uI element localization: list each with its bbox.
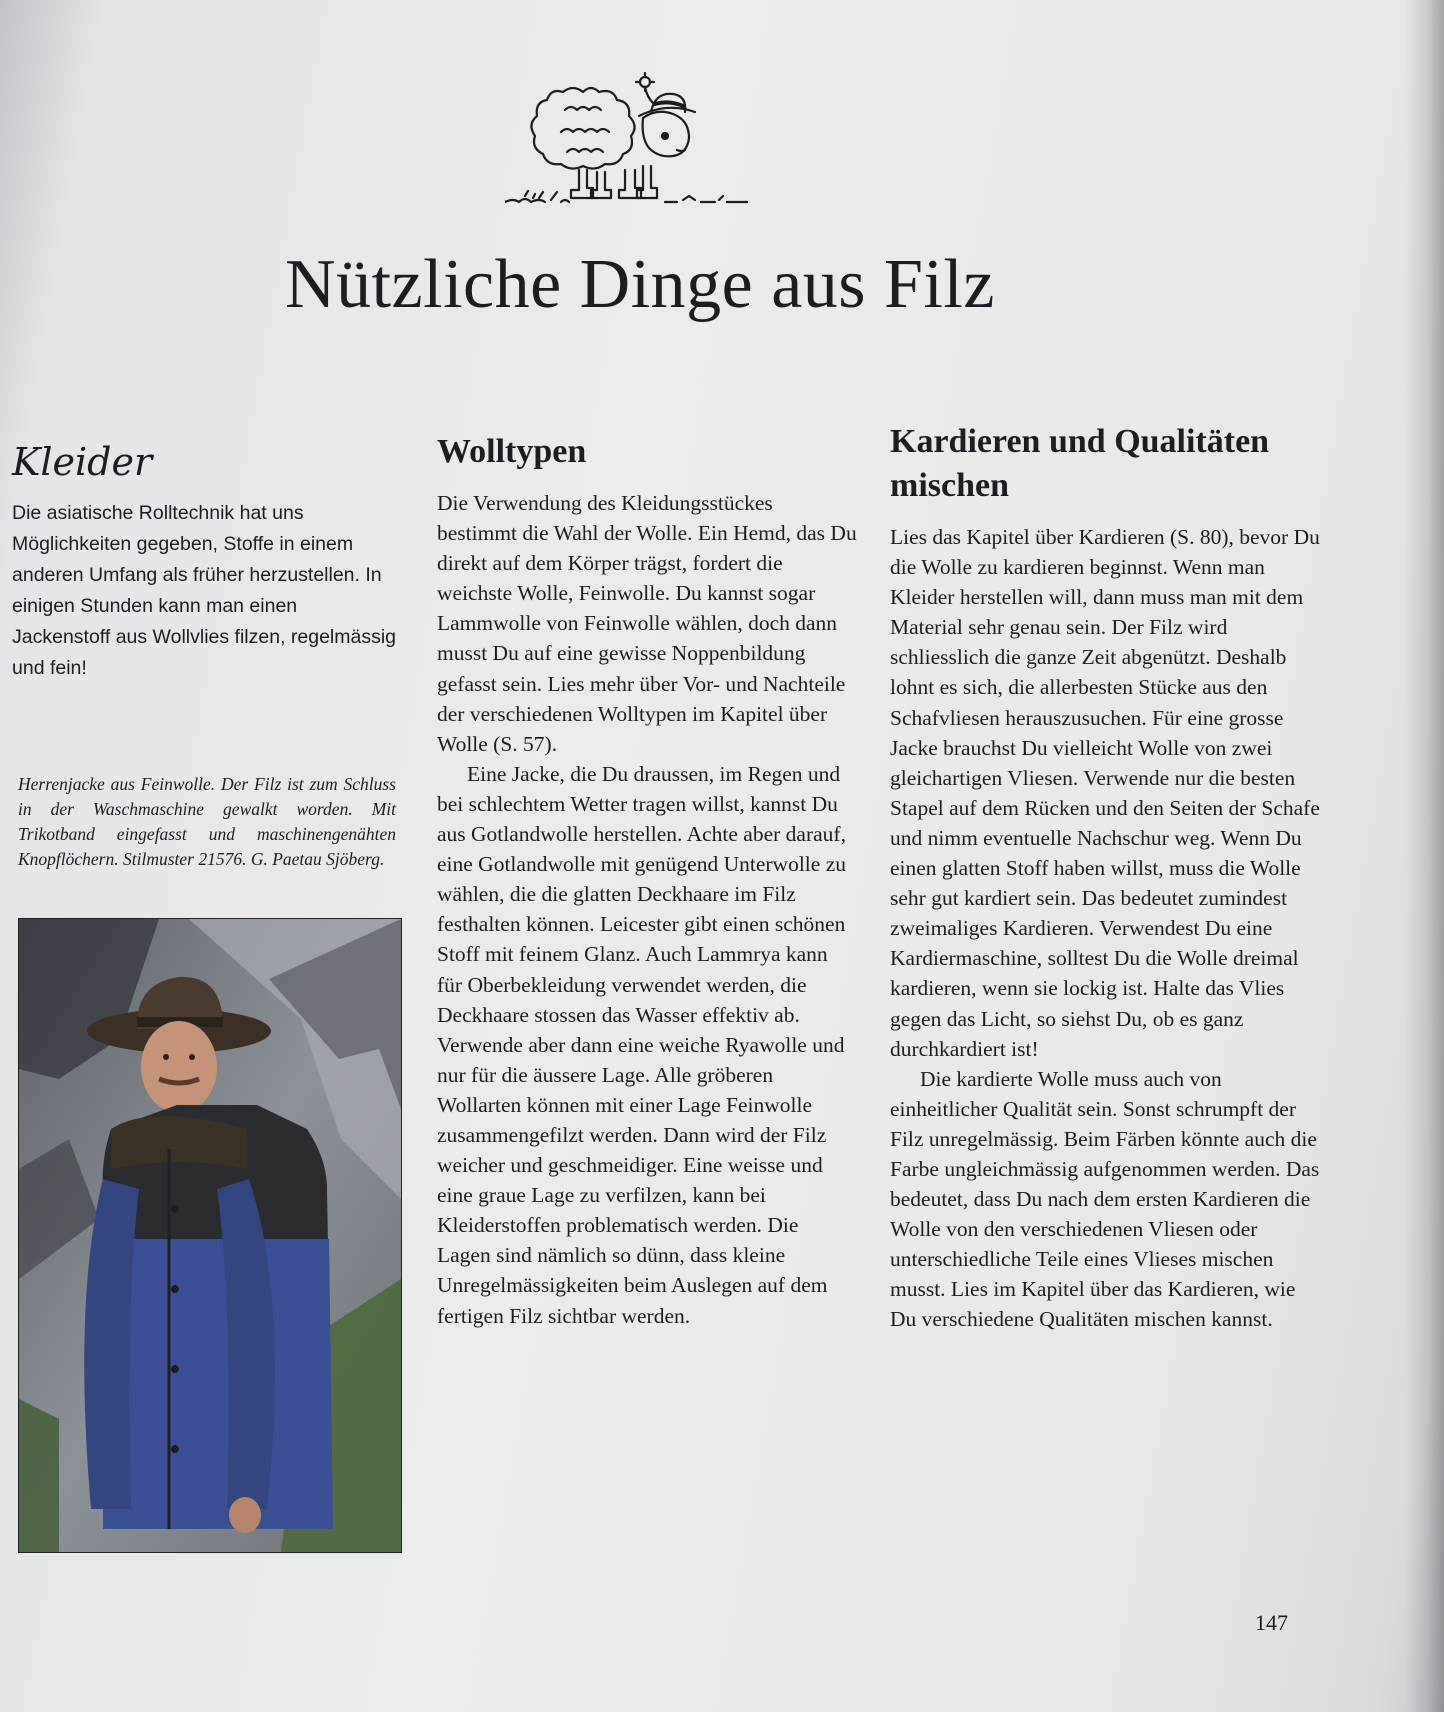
sheep-illustration (505, 70, 785, 210)
wolltypen-paragraph-1: Die Verwendung des Kleidungsstückes bestimmt die Wahl der Wolle. Ein Hemd, das Du direkt auf dem Körper trägst, fordert die weichste Wolle, Feinwolle. Du kannst sogar Lammwolle von Feinwolle wählen, doch dann musst Du auf eine gewisse Noppenbildung gefasst sein. Lies mehr über Vor- und Nachteile der verschiedenen Wolltypen im Kapitel über Wolle (S. 57). (437, 491, 857, 756)
kleider-intro: Die asiatische Rolltechnik hat uns Möglichkeiten gegeben, Stoffe in einem anderen Umfang als früher herzustellen. In einigen Stunden kann man einen Jackenstoff aus Wollvlies filzen, regelmässig und fein! (12, 502, 397, 679)
photo-caption: Herrenjacke aus Feinwolle. Der Filz ist zum Schluss in der Waschmaschine gewalkt worden. Mit Trikotband eingefasst und maschinengenähten Knopflöchern. Stilmuster 21576. G. Paetau Sjöberg. (18, 774, 396, 869)
photo-man-in-felt-jacket (18, 918, 402, 1553)
page-title: Nützliche Dinge aus Filz (285, 246, 995, 323)
section-heading-kardieren: Kardieren und Qualitäten mischen (890, 423, 1270, 504)
section-heading-wolltypen: Wolltypen (437, 433, 587, 470)
kardieren-paragraph-2: Die kardierte Wolle muss auch von einheitlicher Qualität sein. Sonst schrumpft der Filz unregelmässig. Beim Färben könnte auch die Farbe ungleichmässig aufgenommen werden. Das bedeutet, dass Du nach dem ersten Kardieren die Wolle von den verschiedenen Vliesen oder unterschiedliche Teile eines Vlieses mischen musst. Lies im Kapitel über das Kardieren, wie Du verschiedene Qualitäten mischen kannst. (890, 1066, 1320, 1332)
page-edge-shadow (1404, 0, 1444, 1712)
column-kleider (12, 440, 397, 684)
wolltypen-paragraph-2: Eine Jacke, die Du draussen, im Regen und bei schlechtem Wetter tragen willst, kannst Du aus Gotlandwolle herstellen. Achte aber darauf, eine Gotlandwolle mit genügend Unterwolle zu wählen, die die glatten Deckhaare im Filz festhalten können. Leicester gibt einen schönen Stoff mit feinem Glanz. Auch Lammrya kann für Oberbekleidung verwendet werden, die Deckhaare stossen das Wasser effektiv ab. Verwende aber dann eine weiche Ryawolle und nur für die äussere Lage. Alle gröberen Wollarten können mit einer Lage Feinwolle zusammengefilzt werden. Dann wird der Filz weicher und geschmeidiger. Eine weisse und eine graue Lage zu verfilzen, kann bei Kleiderstoffen problematisch werden. Die Lagen sind nämlich so dünn, dass kleine Unregelmässigkeiten beim Auslegen auf dem fertigen Filz sichtbar werden. (437, 761, 846, 1328)
page-number: 147 (1255, 1610, 1288, 1635)
column-kardieren (890, 420, 1320, 1335)
kardieren-paragraph-1: Lies das Kapitel über Kardieren (S. 80), bevor Du die Wolle zu kardieren beginnst. Wenn man Kleider herstellen will, dann muss man mit dem Material sehr genau sein. Der Filz wird schliesslich die ganze Zeit abgenützt. Deshalb lohnt es sich, die allerbesten Stücke aus den Schafvliesen herauszusuchen. Für eine grosse Jacke brauchst Du vielleicht Wolle von zwei gleichartigen Vliesen. Verwende nur die besten Stapel auf dem Rücken und den Seiten der Schafe und nimm eventuelle Nachschur weg. Wenn Du einen glatten Stoff haben willst, muss die Wolle sehr gut kardiert sein. Das bedeutet zumindest zweimaliges Kardieren. Verwendest Du eine Kardiermaschine, solltest Du die Wolle dreimal kardieren, wenn sie lockig ist. Halte das Vlies gegen das Licht, so siehst Du, ob es ganz durchkardiert ist! (890, 525, 1320, 1061)
section-heading-kleider: Kleider (12, 440, 153, 484)
column-wolltypen (437, 430, 857, 1331)
